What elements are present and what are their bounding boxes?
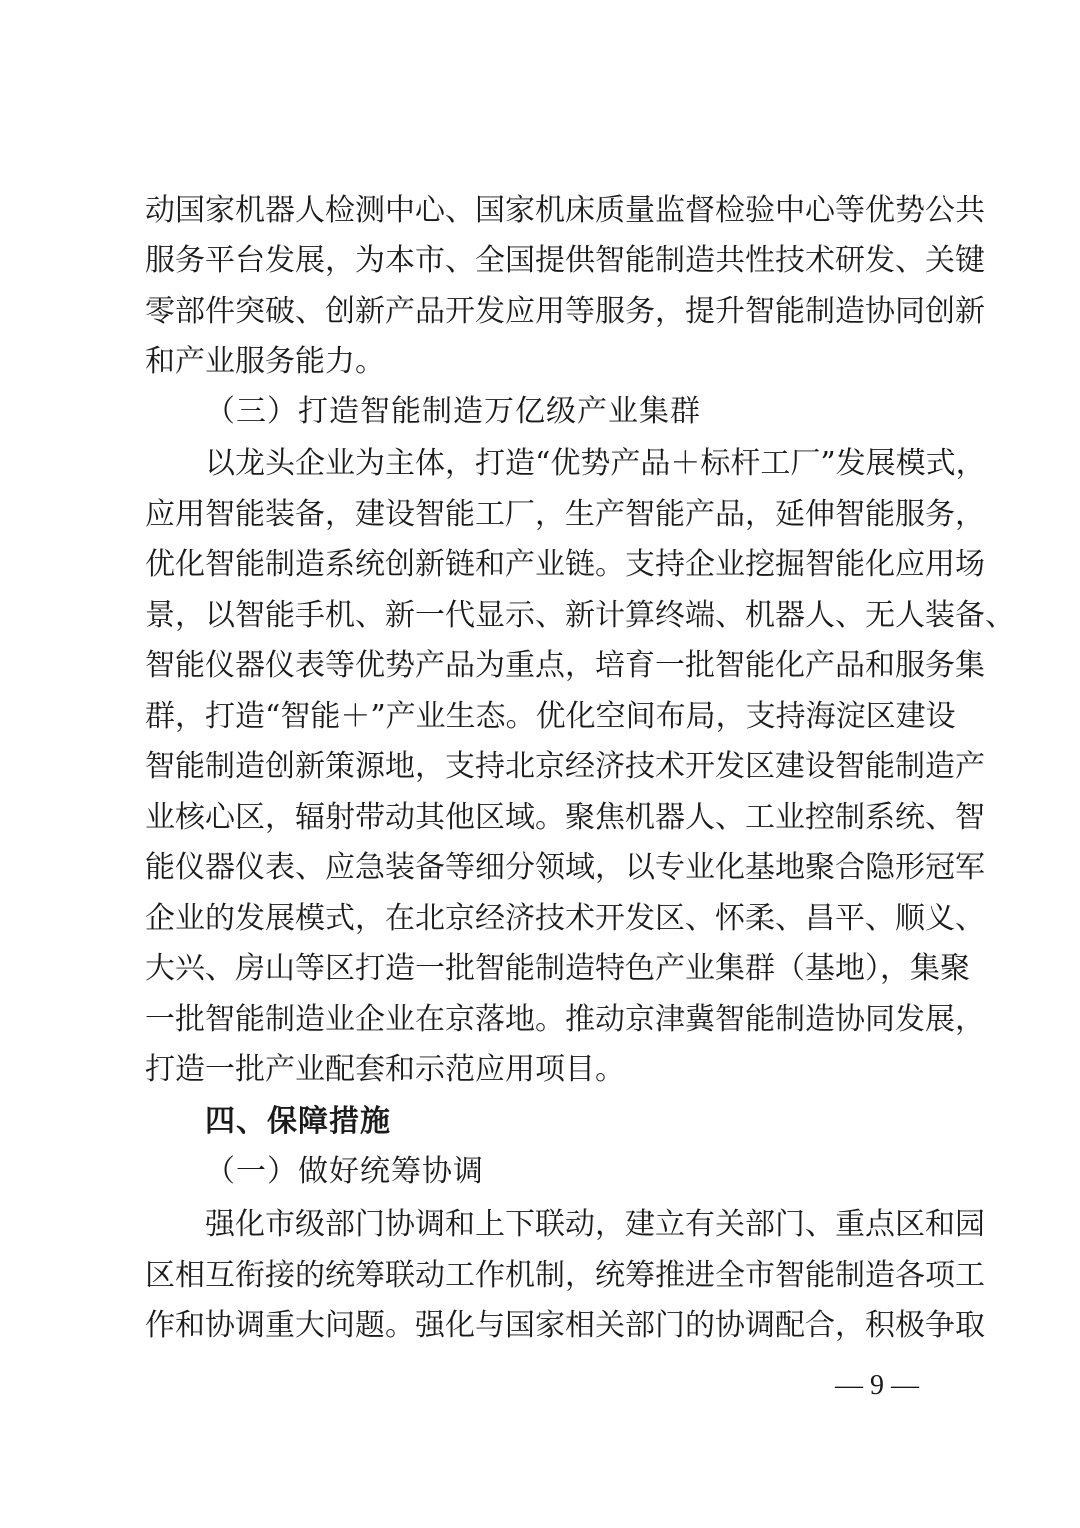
paragraph-line: 群，打造“智能＋”产业生态。优化空间布局，支持海淀区建设 xyxy=(145,699,956,734)
paragraph-line: 一批智能制造业企业在京落地。推动京津冀智能制造协同发展， xyxy=(145,1002,985,1037)
paragraph-line: 打造一批产业配套和示范应用项目。 xyxy=(145,1052,625,1087)
paragraph-line: 以龙头企业为主体，打造“优势产品＋标杆工厂”发展模式， xyxy=(205,446,986,481)
paragraph-line: 智能仪器仪表等优势产品为重点，培育一批智能化产品和服务集 xyxy=(145,648,985,683)
paragraph-line: 零部件突破、创新产品开发应用等服务，提升智能制造协同创新 xyxy=(145,294,985,329)
paragraph-line: 应用智能装备，建设智能工厂，生产智能产品，延伸智能服务， xyxy=(145,497,985,532)
paragraph-line: 景，以智能手机、新一代显示、新计算终端、机器人、无人装备、 xyxy=(145,598,1015,633)
paragraph-line: 作和协调重大问题。强化与国家相关部门的协调配合，积极争取 xyxy=(145,1308,985,1343)
paragraph-line: 动国家机器人检测中心、国家机床质量监督检验中心等优势公共 xyxy=(145,193,985,228)
section-heading: （三）打造智能制造万亿级产业集群 xyxy=(205,394,701,429)
paragraph-line: 区相互衔接的统筹联动工作机制，统筹推进全市智能制造各项工 xyxy=(145,1258,985,1293)
paragraph-line: 大兴、房山等区打造一批智能制造特色产业集群（基地），集聚 xyxy=(145,951,970,986)
chapter-heading: 四、保障措施 xyxy=(205,1104,391,1139)
paragraph-line: 优化智能制造系统创新链和产业链。支持企业挖掘智能化应用场 xyxy=(145,547,985,582)
paragraph-line: 智能制造创新策源地，支持北京经济技术开发区建设智能制造产 xyxy=(145,749,985,784)
section-heading: （一）做好统筹协调 xyxy=(205,1154,484,1189)
paragraph-line: 企业的发展模式，在北京经济技术开发区、怀柔、昌平、顺义、 xyxy=(145,901,985,936)
paragraph-line: 能仪器仪表、应急装备等细分领域，以专业化基地聚合隐形冠军 xyxy=(145,850,985,885)
paragraph-line: 强化市级部门协调和上下联动，建立有关部门、重点区和园 xyxy=(205,1207,985,1242)
paragraph-line: 和产业服务能力。 xyxy=(145,344,385,379)
paragraph-line: 服务平台发展，为本市、全国提供智能制造共性技术研发、关键 xyxy=(145,243,985,278)
paragraph-line: 业核心区，辐射带动其他区域。聚焦机器人、工业控制系统、智 xyxy=(145,800,985,835)
page-number: — 9 — xyxy=(835,1370,919,1401)
